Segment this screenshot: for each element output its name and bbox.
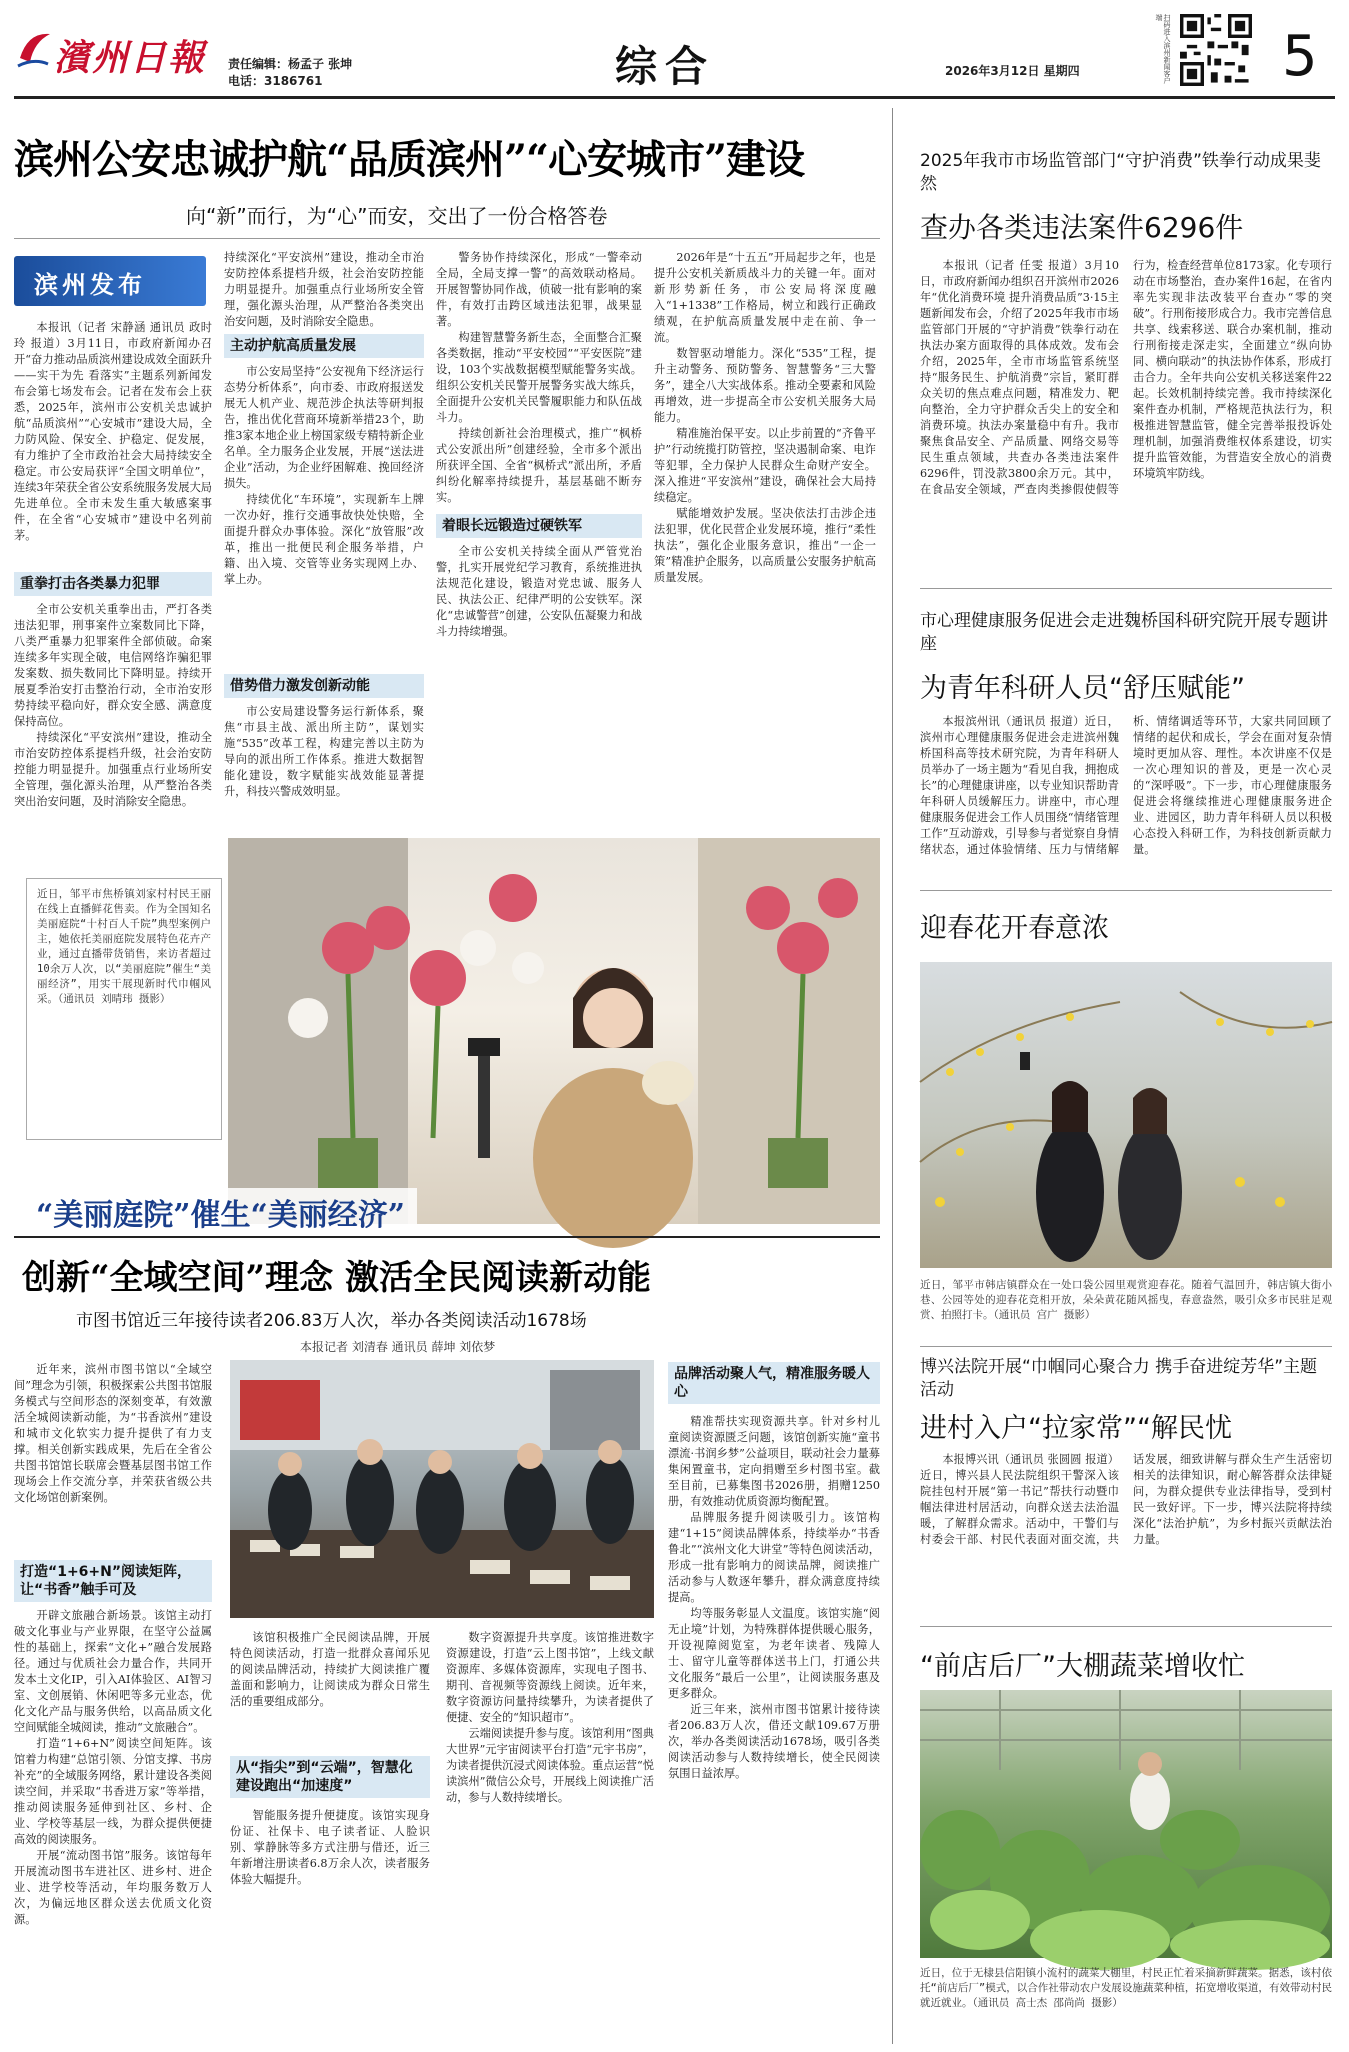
reading-headline: 创新“全域空间”理念 激活全民阅读新动能 (22, 1258, 651, 1298)
reading-col1-a (14, 1362, 212, 1552)
photo-caption-box (26, 878, 222, 1140)
badge-binzhou-fabu (14, 256, 206, 306)
reading-col1-b (14, 1608, 212, 2046)
right-a5-headline: “前店后厂”大棚蔬菜增收忙 (920, 1651, 1245, 1682)
logo-swoosh-icon (14, 28, 54, 72)
winter-jasmine-photo (920, 962, 1332, 1268)
right-a5-caption: 近日，位于无棣县信阳镇小流村的蔬菜大棚里，村民正忙着采摘新鲜蔬菜。据悉，该村依托“前店后厂”模式，以合作社带动农户发展设施蔬菜种植，拓宽增收渠道，有效带动村民就近就业。（通讯员 高士杰 邵尚尚 摄影） (920, 1967, 1332, 2009)
photo-caption: 近日，邹平市焦桥镇刘家村村民王丽在线上直播鲜花售卖。作为全国知名美丽庭院“十村百人千院”典型案例户主，她依托美丽庭院发展特色花卉产业，通过直播带货销售，来访者超过10余万人次，以“美丽庭院”催生“美丽经济”，用实干展现新时代巾帼风采。（通讯员 刘晴玮 摄影） (37, 888, 211, 1005)
qr-code-icon (1180, 14, 1252, 86)
lead-subhead-4: 着眼长远锻造过硬铁军 (436, 514, 642, 538)
logo-text: 濱州日報 (54, 37, 207, 79)
photo-feature (14, 838, 880, 1233)
logo (14, 28, 214, 79)
badge-text: 滨州发布 (34, 270, 146, 299)
lead-para-11: 数智驱动增能力。深化“535”工程，提升主动警务、预防警务、智慧警务“三大警务”，建全八大实战体系。推动全要素和风险再增效，进一步提高全市公安机关服务大局能力。 (654, 347, 876, 424)
lead-subheadline: 向“新”而行，为“心”而安，交出了一份合格答卷 (186, 204, 608, 228)
right-divider-4 (920, 1626, 1332, 1627)
reading-subhead-3: 品牌活动聚人气，精准服务暖人心 (668, 1362, 880, 1404)
reading-para-5: 该馆积极推广全民阅读品牌，开展特色阅读活动，打造一批群众喜闻乐见的阅读品牌活动，持续扩大阅读推广覆盖面和影响力，让阅读成为群众日常生活的重要组成部分。 (230, 1631, 430, 1708)
lead-col3-text-b (436, 544, 642, 830)
right-a2-headline: 为青年科研人员“舒压赋能” (920, 673, 1245, 704)
flower-livestream-illustration (228, 838, 880, 1224)
reading-para-3: 打造“1+6+N”阅读空间矩阵。该馆着力构建“总馆引领、分馆支撑、书房补充”的全域服务网络，累计建设各类阅读空间，并采取“书香进万家”等举措，推动阅读服务延伸到社区、乡村、企业、学校等基层一线，为群众提供便捷高效的阅读服务。 (14, 1737, 212, 1846)
lead-divider (14, 238, 880, 239)
right-a2-kicker: 市心理健康服务促进会走进魏桥国科研究院开展专题讲座 (920, 611, 1328, 654)
lead-col2-text (224, 250, 424, 330)
lead-col4-text (654, 250, 876, 830)
lead-para-3: 市公安局坚持“公安视角下经济运行态势分析体系”，向市委、市政府报送发展无人机产业、规范涉企执法等研判报告，推出优化营商环境新举措23个，助推3家本地企业上榜国家级专精特新企业名单。全力服务企业发展，开展“送法进企业”活动，为企业纾困解难、挽回经济损失。 (224, 365, 424, 490)
winter-jasmine-illustration (920, 962, 1332, 1268)
right-a2-text (920, 714, 1332, 880)
reading-para-2: 开辟文旅融合新场景。该馆主动打破文化事业与产业界限，在坚守公益属性的基础上，探索“文化+”融合发展路径。通过与优质社会力量合作，共同开发本土文化IP，引入AI体验区、AI智习室、文创展销、休闲吧等多元业态，优化文化产品与服务供给，以高品质文化空间赋能全城阅读，推动“文旅融合”。 (14, 1609, 212, 1734)
reading-subhead-1: 打造“1+6+N”阅读矩阵，让“书香”触手可及 (14, 1560, 212, 1602)
phone-line: 电话：3186761 (228, 74, 323, 88)
page-number: 5 (1282, 24, 1318, 89)
reading-para-11: 均等服务彰显人文温度。该馆实施“阅无止境”计划，为特殊群体提供暖心服务，开设视障阅览室，为老年读者、残障人士、留守儿童等群体送书上门，打通公共文化服务“最后一公里”，让阅读服务惠及更多群众。 (668, 1607, 880, 1700)
right-a4-para: 本报博兴讯（通讯员 张圆圆 报道）近日，博兴县人民法院组织干警深入该院挂包村开展“第一书记”帮扶行动暨巾帼法律进村居活动，向群众送去法治温暖，了解群众需求。活动中，干警们与村委会干部、村民代表面对面交流，共话发展，细致讲解与群众生产生活密切相关的法律知识，耐心解答群众法律疑问，为群众提供专业法律指导，受到村民一致好评。下一步，博兴法院将持续深化“法治护航”，为乡村振兴贡献法治力量。 (920, 1453, 1332, 1546)
lead-para-2: 持续深化“平安滨州”建设，推动全市治安防控体系提档升级，社会治安防控能力明显提升。加强重点行业场所安全管理，强化源头治理，从严整治各类突出治安问题，及时消除安全隐患。 (14, 731, 212, 808)
flower-livestream-photo (228, 838, 880, 1224)
right-divider-2 (920, 890, 1332, 891)
right-a1-headline: 查办各类违法案件6296件 (920, 211, 1244, 244)
right-a4-text (920, 1452, 1332, 1620)
reading-col3 (446, 1630, 654, 2046)
reading-para-10: 品牌服务提升阅读吸引力。该馆构建“1+15”阅读品牌体系，持续举办“书香鲁北”“滨州文化大讲堂”等特色阅读活动，形成一批有影响力的阅读品牌，阅读推广活动参与人数逐年攀升，群众满意度持续提高。 (668, 1511, 880, 1604)
reading-col2-b (230, 1808, 430, 2046)
right-a1-text (920, 258, 1332, 570)
right-a4-kicker: 博兴法院开展“巾帼同心聚合力 携手奋进绽芳华”主题活动 (920, 1357, 1318, 1400)
right-a3-headline: 迎春花开春意浓 (920, 913, 1109, 944)
reading-subhead-2: 从“指尖”到“云端”，智慧化建设跑出“加速度” (230, 1756, 430, 1798)
section-title: 综合 (615, 42, 716, 91)
reading-para-7: 数字资源提升共享度。该馆推进数字资源建设，打造“云上图书馆”，上线文献资源库、多媒体资源库，实现电子图书、期刊、音视频等资源线上阅读。近年来，数字资源访问量持续攀升，为读者提供了便捷、安全的“知识超市”。 (446, 1631, 654, 1724)
lead-intro: 本报讯（记者 宋静涵 通讯员 政时玲 报道）3月11日，市政府新闻办召开“奋力推动品质滨州建设成效全面跃升——实干为先 看落实”主题系列新闻发布会第七场发布会。记者在发布会上获悉，2025年，滨州市公安机关忠诚护航“品质滨州”“心安城市”建设大局，全力防风险、保安全、护稳定、促发展，有力维护了全市政治社会大局持续安全稳定。市公安局获评“全国文明单位”，连续3年荣获全省公安系统服务发展大局先进单位。全市未发生重大敏感案事件，在全省“心安城市”建设中名列前茅。 (14, 321, 212, 542)
lead-para-7: 警务协作持续深化，形成“一警牵动全局，全局支撑一警”的高效联动格局。开展智警协同作战，侦破一批有影响的案件，有效打击跨区域违法犯罪，战果显著。 (436, 251, 642, 328)
lead-para-9: 全市公安机关持续全面从严管党治警，扎实开展党纪学习教育，系统推进执法规范化建设，锻造对党忠诚、服务人民、执法公正、纪律严明的公安铁军。深化“忠诚警营”创建，公安队伍凝聚力和战斗力持续增强。 (436, 545, 642, 638)
lead-para-1: 全市公安机关重拳出击，严打各类违法犯罪，刑事案件立案数同比下降，八类严重暴力犯罪案件全部侦破。命案连续多年实现全破，电信网络诈骗犯罪发案数、损失数同比下降明显。持续开展夏季治安打击整治行动，全市治安形势持续平稳向好，群众安全感、满意度保持高位。 (14, 603, 212, 728)
right-divider-1 (920, 588, 1332, 589)
reading-col2 (230, 1630, 430, 1750)
lead-subhead-1: 重拳打击各类暴力犯罪 (14, 572, 212, 596)
photo-feature-title: “美丽庭院”催生“美丽经济” (24, 1188, 417, 1236)
lead-col1-text-b (14, 602, 212, 830)
reading-subheadline: 市图书馆近三年接待读者206.83万人次，举办各类阅读活动1678场 (76, 1311, 587, 1331)
section-rule (14, 1236, 880, 1238)
editor-line: 责任编辑：杨孟子 张坤 (228, 57, 353, 71)
lead-headline: 滨州公安忠诚护航“品质滨州”“心安城市”建设 (14, 136, 805, 183)
right-a1-kicker: 2025年我市市场监管部门“守护消费”铁拳行动成果斐然 (920, 151, 1321, 194)
greenhouse-illustration (920, 1690, 1332, 1958)
right-divider-3 (920, 1346, 1332, 1347)
lead-col3-text (436, 250, 642, 510)
lead-col2-text-c (224, 704, 424, 830)
lead-subhead-3: 借势借力激发创新动能 (224, 674, 424, 698)
reading-para-6: 智能服务提升便捷度。该馆实现身份证、社保卡、电子读者证、人脸识别、掌静脉等多方式注册与借还，近三年新增注册读者6.8万余人次，读者服务体验大幅提升。 (230, 1809, 430, 1886)
lead-para-12: 精准施治保平安。以止步前置的“齐鲁平护”行动统揽打防管控，坚决遏制命案、电诈等犯罪，全力保护人民群众生命财产安全。深入推进“平安滨州”建设，确保社会大局持续稳定。 (654, 427, 876, 504)
right-a2-para: 本报滨州讯（通讯员 报道）近日，滨州市心理健康服务促进会走进滨州魏桥国科高等技术研究院，为青年科研人员举办了一场主题为“看见自我，拥抱成长”的心理健康讲座，以专业知识帮助青年科研人员缓解压力。讲座中，市心理健康服务促进会工作人员围绕“情绪管理工作”互动游戏，引导参与者觉察自身情绪状态，通过体验情绪、压力与情绪解析、情绪调适等环节，大家共同回顾了情绪的起伏和成长，学会在面对复杂情境时更加从容、理性。本次讲座不仅是一次心理知识的普及，更是一次心灵的“深呼吸”。下一步，市心理健康服务促进会将继续推进心理健康服务进企业、进园区，助力青年科研人员以积极心态投入科研工作，为科技创新贡献力量。 (920, 715, 1332, 856)
right-a1-para: 本报讯（记者 任雯 报道）3月10日，市政府新闻办组织召开滨州市2026年“优化消费环境 提升消费品质”3·15主题新闻发布会，介绍了2025年我市市场监管部门开展的“守护消费”铁拳行动在执法办案方面取得的具体成效。发布会介绍，2025年，全市市场监管系统坚持“服务民生、护航消费”宗旨，紧盯群众关切的焦点难点问题，精准发力、靶向整治，全力守护群众舌尖上的安全和消费环境。执法办案量稳中有升。我市聚焦食品安全、产品质量、网络交易等民生重点领域，共查办各类违法案件6296件，罚没款3800余万元。其中，在食品安全领域，严查肉类掺假使假等行为，检查经营单位8173家。化专项行动在市场整治，查办案件16起，在省内率先实现非法改装平台查办“零的突破”。行刑衔接形成合力。我市完善信息共享、线索移送、联合办案机制，推动行刑衔接走深走实，全面建立“纵向协同、横向联动”的执法协作体系，形成打击合力。全年共向公安机关移送案件22起。长效机制持续完善。我市持续深化案件查办机制，严格规范执法行为，积极推进智慧监管，健全完善举报投诉处理机制，加强消费维权体系建设，切实提升监管效能，为营造安全放心的消费环境筑牢防线。 (920, 259, 1332, 496)
lead-col2-text-b (224, 364, 424, 664)
reading-para-1: 近年来，滨州市图书馆以“全域空间”理念为引领，积极探索公共图书馆服务模式与空间形态的深刻变革，有效激活全城阅读新动能，为“书香滨州”建设和城市文化软实力提升提供了有力支撑。相关创新实践成果，先后在全省公共图书馆馆长联席会暨基层图书馆工作现场会上作交流分享，并荣获省级公共文化场馆创新案例。 (14, 1363, 212, 1504)
lead-para-8: 构建智慧警务新生态，全面整合汇聚各类数据，推动“平安校园”“平安医院”建设，103个实战数据模型赋能警务实战。组织公安机关民警开展警务实战大练兵，全面提升公安机关民警履职能力和队伍战斗力。 (436, 331, 642, 424)
qr-note: 扫码进入滨州新闻客户端 (1155, 14, 1171, 84)
column-separator (892, 108, 893, 2044)
lead-para-10: 2026年是“十五五”开局起步之年，也是提升公安机关新质战斗力的关键一年。面对新形势新任务，市公安局将深度融入“1+1338”工作格局，树立和践行正确政绩观，在护航高质量发展中走在前、争一流。 (654, 251, 876, 344)
lead-para-2b: 持续深化“平安滨州”建设，推动全市治安防控体系提档升级，社会治安防控能力明显提升。加强重点行业场所安全管理，强化源头治理，从严整治各类突出治安问题，及时消除安全隐患。 (224, 251, 424, 328)
issue-date: 2026年3月12日 星期四 (945, 64, 1080, 78)
greenhouse-photo (920, 1690, 1332, 1958)
right-a3-caption: 近日，邹平市韩店镇群众在一处口袋公园里观赏迎春花。随着气温回升，韩店镇大街小巷、公园等处的迎春花竞相开放，朵朵黄花随风摇曳，春意盎然，吸引众多市民驻足观赏、拍照打卡。（通讯员 宫广 摄影） (920, 1279, 1332, 1321)
lead-para-4: 持续优化“车环境”，实现新车上牌一次办好，推行交通事故快处快赔，全面提升群众办事体验。深化“放管服”改革，推出一批便民利企服务举措，户籍、出入境、交管等业务实现网上办、掌上办。 (224, 493, 424, 586)
lead-subhead-2: 主动护航高质量发展 (224, 334, 424, 358)
reading-para-12: 近三年来，滨州市图书馆累计接待读者206.83万人次，借还文献109.67万册次，举办各类阅读活动1678场，吸引各类阅读活动参与人数持续增长，使全民阅读氛围日益浓厚。 (668, 1703, 880, 1780)
right-a4-headline: 进村入户“拉家常”“解民忧 (920, 1413, 1232, 1444)
lead-para-13: 赋能增效护发展。坚决依法打击涉企违法犯罪，优化民营企业发展环境，推行“柔性执法”，强化企业服务意识，推出“一企一策”精准护企服务，以高质量公安服务护航高质量发展。 (654, 507, 876, 584)
lead-para-5: 市公安局建设警务运行新体系，聚焦“市县主战、派出所主防”，谋划实施“535”改革工程，构建完善以主防为导向的派出所工作体系。推进大数据智能化建设，数字赋能实战效能显著提升，科技兴警成效明显。 (224, 705, 424, 798)
reading-para-9: 精准帮扶实现资源共享。针对乡村儿童阅读资源匮乏问题，该馆创新实施“童书漂流·书润乡梦”公益项目，联动社会力量募集闲置童书，定向捐赠至乡村图书室。截至目前，已募集图书2026册，捐赠1250册，有效推动优质资源均衡配置。 (668, 1415, 880, 1508)
lead-col1-text (14, 320, 212, 568)
reading-para-8: 云端阅读提升参与度。该馆利用“图典大世界”元宇宙阅读平台打造“元宇书房”，为读者提供沉浸式阅读体验。重点运营“悦读滨州”微信公众号，开展线上阅读推广活动，参与人数持续增长。 (446, 1727, 654, 1804)
masthead (0, 0, 1349, 100)
masthead-rule (14, 96, 1335, 99)
reading-para-4: 开展“流动图书馆”服务。该馆每年开展流动图书车进社区、进乡村、进企业、进学校等活动，年均服务数万人次，为偏远地区群众送去优质文化资源。 (14, 1849, 212, 1926)
reading-col4 (668, 1414, 880, 2046)
book-fair-illustration (230, 1360, 654, 1618)
book-fair-photo (230, 1360, 654, 1618)
lead-para-6: 持续创新社会治理模式，推广“枫桥式公安派出所”创建经验，全市多个派出所获评全国、全省“枫桥式”派出所，矛盾纠纷化解率持续提升，基层基础不断夯实。 (436, 427, 642, 504)
reading-byline: 本报记者 刘清春 通讯员 薛坤 刘依梦 (300, 1340, 496, 1354)
